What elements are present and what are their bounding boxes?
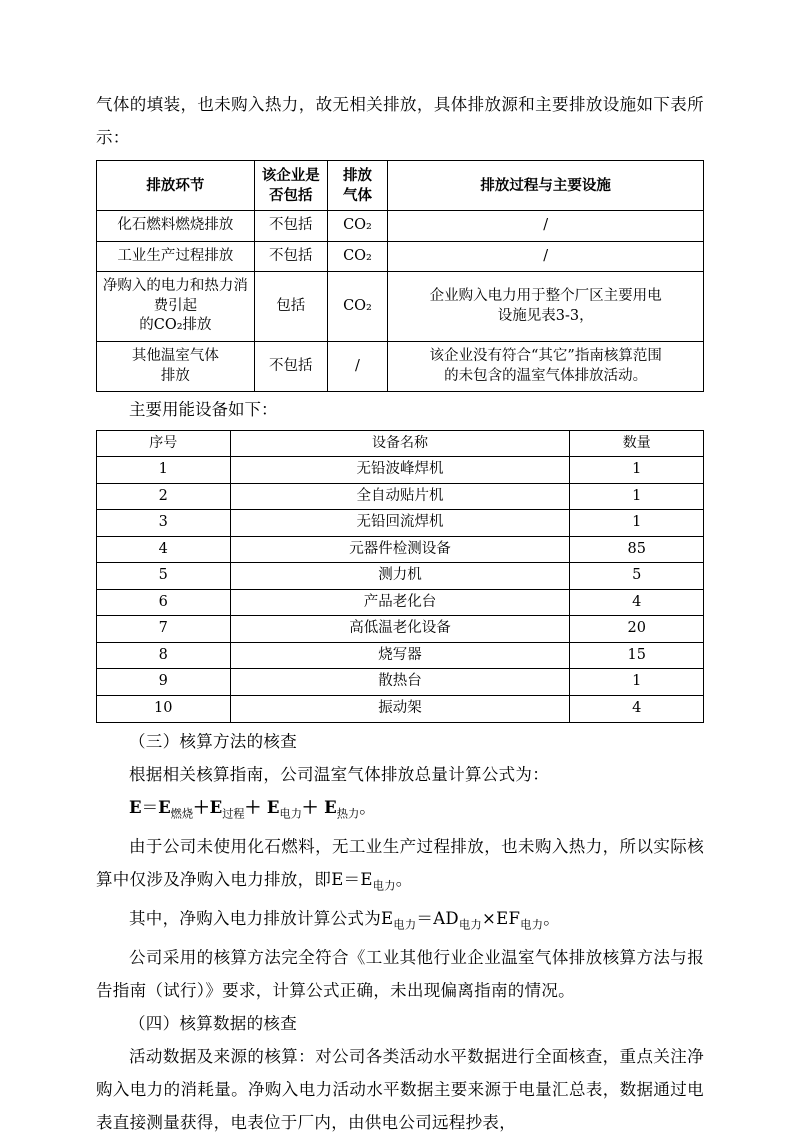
reason-paragraph [96, 830, 704, 902]
cell-qty: 4 [570, 696, 704, 723]
cell-name: 无铅回流焊机 [230, 510, 570, 537]
cell-line1: 净购入的电力和热力消费引起 [102, 278, 248, 314]
cell-name: 振动架 [230, 696, 570, 723]
data-verification-paragraph: 活动数据及来源的核算：对公司各类活动水平数据进行全面核查，重点关注净购入电力的消耗量。净购入电力活动水平数据主要来源于电量汇总表，数据通过电表直接测量获得，电表位于厂内，由供电公司远程抄表， [96, 1047, 704, 1133]
cell-included: 不包括 [254, 341, 327, 391]
formula-e4-sub: 热力 [336, 806, 360, 820]
formula-e: E [129, 797, 142, 817]
cell-gas: CO₂ [327, 272, 388, 342]
table-row [97, 642, 704, 669]
formula-end: 。 [359, 797, 376, 817]
power-formula-paragraph [96, 902, 704, 941]
power-sub3: 电力 [520, 918, 544, 932]
equipment-caption: 主要用能设备如下： [129, 400, 278, 420]
cell-no: 5 [97, 563, 231, 590]
cell-line1: 企业购入电力用于整个厂区主要用电 [429, 288, 662, 305]
intro-paragraph: 气体的填装，也未购入热力，故无相关排放，具体排放源和主要排放设施如下表所示： [96, 95, 704, 147]
column-header-included [254, 161, 327, 211]
power-text-part4: 。 [543, 909, 561, 929]
gas-line2: 气体 [342, 186, 372, 204]
cell-gas: / [327, 341, 388, 391]
power-text-part3: ×EF [482, 909, 521, 929]
cell-qty: 5 [570, 563, 704, 590]
section-heading-4: （四）核算数据的核查 [129, 1014, 297, 1034]
column-header-gas [327, 161, 388, 211]
cell-qty: 1 [570, 510, 704, 537]
cell-name: 烧写器 [230, 642, 570, 669]
cell-no: 4 [97, 536, 231, 563]
formula-e2-sub: 过程 [222, 806, 245, 820]
cell-process [388, 272, 704, 342]
cell-name: 全自动贴片机 [230, 483, 570, 510]
reason-text-part2: 。 [395, 869, 413, 889]
table-row [97, 589, 704, 616]
cell-qty: 1 [570, 483, 704, 510]
power-sub1: 电力 [393, 918, 417, 932]
cell-emission-link [97, 341, 255, 391]
cell-line2: 排放 [160, 367, 190, 384]
table-row [97, 341, 704, 391]
column-header-emission-link: 排放环节 [97, 161, 255, 211]
gas-line1: 排放 [342, 167, 372, 184]
cell-no: 3 [97, 510, 231, 537]
cell-qty: 15 [570, 642, 704, 669]
cell-no: 9 [97, 669, 231, 696]
cell-name: 散热台 [230, 669, 570, 696]
table-row [97, 211, 704, 242]
table-row [97, 483, 704, 510]
reason-text-part1: 由于公司未使用化石燃料，无工业生产过程排放，也未购入热力，所以实际核算中仅涉及净购入电力排放，即E＝E [96, 836, 704, 889]
cell-name: 无铅波峰焊机 [230, 456, 570, 483]
cell-process: / [388, 211, 704, 242]
table-header-row [97, 161, 704, 211]
standard-paragraph: 公司采用的核算方法完全符合《工业其他行业企业温室气体排放核算方法与报告指南（试行）》要求，计算公式正确，未出现偏离指南的情况。 [96, 948, 704, 1001]
table-row [97, 456, 704, 483]
formula-plus2: ＋ E [244, 797, 280, 817]
table-row [97, 272, 704, 342]
power-text-part2: ＝AD [416, 909, 459, 929]
cell-qty: 1 [570, 669, 704, 696]
formula-plus3: ＋ E [301, 797, 337, 817]
cell-emission-link: 化石燃料燃烧排放 [97, 211, 255, 242]
cell-qty: 85 [570, 536, 704, 563]
cell-line2: 的CO₂排放 [139, 317, 212, 334]
formula-eq: ＝ [141, 797, 159, 817]
cell-process: / [388, 241, 704, 272]
included-line1: 该企业是 [261, 167, 320, 184]
table-row [97, 536, 704, 563]
power-sub2: 电力 [458, 918, 482, 932]
table-row [97, 563, 704, 590]
cell-qty: 4 [570, 589, 704, 616]
equipment-table [96, 430, 704, 723]
cell-name: 测力机 [230, 563, 570, 590]
cell-name: 高低温老化设备 [230, 616, 570, 643]
formula-intro-paragraph: 根据相关核算指南，公司温室气体排放总量计算公式为： [129, 764, 549, 784]
included-line2: 否包括 [268, 186, 313, 204]
column-header-name: 设备名称 [230, 431, 570, 457]
cell-included: 不包括 [254, 211, 327, 242]
table-row [97, 616, 704, 643]
cell-process [388, 341, 704, 391]
cell-emission-link: 工业生产过程排放 [97, 241, 255, 272]
table-row [97, 669, 704, 696]
cell-line1: 其他温室气体 [131, 347, 219, 364]
table-row [97, 241, 704, 272]
cell-name: 元器件检测设备 [230, 536, 570, 563]
cell-line2: 的未包含的温室气体排放活动。 [444, 367, 648, 384]
cell-no: 7 [97, 616, 231, 643]
cell-no: 6 [97, 589, 231, 616]
cell-emission-link [97, 272, 255, 342]
cell-line1: 该企业没有符合“其它”指南核算范围 [429, 347, 662, 364]
column-header-qty: 数量 [570, 431, 704, 457]
cell-no: 10 [97, 696, 231, 723]
section-heading-3: （三）核算方法的核查 [129, 731, 297, 751]
cell-gas: CO₂ [327, 211, 388, 242]
column-header-process: 排放过程与主要设施 [388, 161, 704, 211]
power-text-part1: 其中，净购入电力排放计算公式为E [129, 909, 394, 929]
cell-qty: 1 [570, 456, 704, 483]
cell-no: 1 [97, 456, 231, 483]
total-emission-formula [96, 791, 704, 830]
cell-no: 2 [97, 483, 231, 510]
cell-line2: 设施见表3-3， [497, 307, 594, 324]
cell-included: 不包括 [254, 241, 327, 272]
formula-e3-sub: 电力 [279, 806, 302, 820]
cell-name: 产品老化台 [230, 589, 570, 616]
emission-sources-table [96, 160, 704, 392]
formula-e1-sub: 燃烧 [170, 806, 194, 820]
column-header-no: 序号 [97, 431, 231, 457]
reason-sub1: 电力 [372, 879, 396, 893]
cell-included: 包括 [254, 272, 327, 342]
table-row [97, 696, 704, 723]
cell-gas: CO₂ [327, 241, 388, 272]
table-row [97, 510, 704, 537]
formula-e1: E [158, 797, 171, 817]
formula-plus1: ＋E [193, 797, 223, 817]
cell-qty: 20 [570, 616, 704, 643]
cell-no: 8 [97, 642, 231, 669]
table-header-row [97, 431, 704, 457]
